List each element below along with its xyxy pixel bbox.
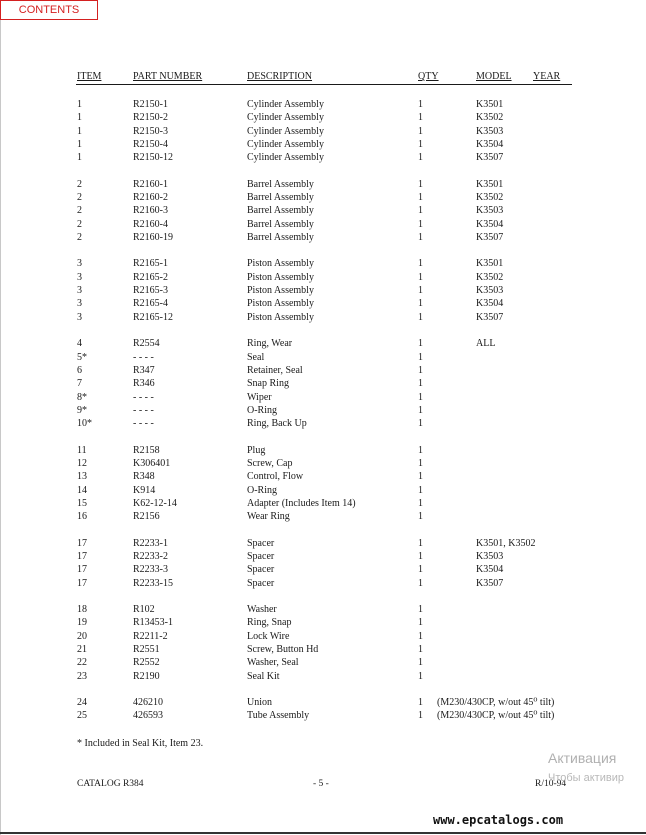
row-qty: 1 bbox=[418, 457, 423, 469]
row-model: K3501 bbox=[476, 178, 504, 190]
table-row bbox=[0, 457, 646, 470]
row-qty: 1 bbox=[418, 577, 423, 589]
table-row bbox=[0, 297, 646, 310]
table-row bbox=[0, 563, 646, 576]
row-part-number: R2554 bbox=[133, 338, 160, 350]
row-qty: 1 bbox=[418, 497, 423, 509]
row-part-number: R102 bbox=[133, 604, 155, 615]
row-model: K3507 bbox=[476, 152, 504, 164]
row-qty: 1 bbox=[418, 139, 423, 151]
row-part-number: - - - - bbox=[133, 418, 154, 430]
row-part-number: 426593 bbox=[133, 710, 163, 722]
table-row bbox=[0, 138, 646, 151]
row-item: 13 bbox=[77, 471, 87, 483]
row-qty: 1 bbox=[418, 604, 423, 615]
row-item: 21 bbox=[77, 644, 87, 656]
row-qty: 1 bbox=[418, 258, 423, 270]
contents-button[interactable]: CONTENTS bbox=[0, 0, 98, 20]
row-item: 2 bbox=[77, 218, 82, 230]
table-row bbox=[0, 351, 646, 364]
row-qty: 1 bbox=[418, 404, 423, 416]
table-row bbox=[0, 616, 646, 629]
row-model: K3501, K3502 bbox=[476, 537, 536, 549]
row-item: 23 bbox=[77, 670, 87, 682]
row-description: Screw, Cap bbox=[247, 457, 293, 469]
row-description: Snap Ring bbox=[247, 378, 289, 390]
row-qty: 1 bbox=[418, 484, 423, 496]
table-row bbox=[0, 377, 646, 390]
row-qty: 1 bbox=[418, 391, 423, 403]
row-model: K3507 bbox=[476, 311, 504, 323]
row-item: 7 bbox=[77, 378, 82, 390]
footer-date: R/10-94 bbox=[535, 779, 567, 789]
header-part-number: PART NUMBER bbox=[133, 71, 203, 82]
row-description: Piston Assembly bbox=[247, 298, 314, 310]
row-item: 16 bbox=[77, 511, 87, 523]
table-row bbox=[0, 271, 646, 284]
row-part-number: R2551 bbox=[133, 644, 160, 656]
activation-watermark-text: Чтобы активир bbox=[548, 772, 624, 784]
row-qty: 1 bbox=[418, 630, 423, 642]
row-description: Piston Assembly bbox=[247, 285, 314, 297]
row-item: 3 bbox=[77, 285, 82, 297]
row-item: 3 bbox=[77, 258, 82, 270]
row-description: Cylinder Assembly bbox=[247, 152, 324, 164]
table-row bbox=[0, 218, 646, 231]
header-rule bbox=[76, 84, 572, 85]
row-item: 3 bbox=[77, 298, 82, 310]
row-item: 17 bbox=[77, 537, 87, 549]
row-qty: 1 bbox=[418, 564, 423, 576]
row-item: 15 bbox=[77, 497, 87, 509]
row-part-number: K62-12-14 bbox=[133, 497, 177, 509]
table-row bbox=[0, 417, 646, 430]
row-description: Wiper bbox=[247, 391, 272, 403]
row-part-number: R2150-2 bbox=[133, 112, 168, 124]
row-description: Barrel Assembly bbox=[247, 205, 314, 217]
row-model: K3507 bbox=[476, 577, 504, 589]
table-row bbox=[0, 284, 646, 297]
row-model: K3504 bbox=[476, 218, 504, 230]
row-part-number: R2165-2 bbox=[133, 271, 168, 283]
row-qty: 1 bbox=[418, 112, 423, 124]
row-item: 19 bbox=[77, 617, 87, 629]
row-description: Piston Assembly bbox=[247, 271, 314, 283]
row-description: Ring, Snap bbox=[247, 617, 292, 629]
row-part-number: R2160-2 bbox=[133, 192, 168, 204]
row-qty: 1 bbox=[418, 670, 423, 682]
row-qty: 1 bbox=[418, 205, 423, 217]
activation-watermark-title: Активация bbox=[548, 750, 617, 766]
row-qty: 1 bbox=[418, 697, 423, 709]
row-description: Ring, Wear bbox=[247, 338, 293, 350]
table-row bbox=[0, 577, 646, 590]
row-qty: 1 bbox=[418, 418, 423, 430]
site-url: www.epcatalogs.com bbox=[433, 813, 564, 827]
table-row bbox=[0, 550, 646, 563]
row-description: Ring, Back Up bbox=[247, 418, 307, 430]
row-part-number: R13453-1 bbox=[133, 617, 173, 629]
row-item: 1 bbox=[77, 99, 82, 110]
row-model: K3501 bbox=[476, 99, 504, 110]
table-row bbox=[0, 311, 646, 324]
row-qty: 1 bbox=[418, 152, 423, 164]
row-part-number: R2160-19 bbox=[133, 232, 173, 244]
row-model: K3504 bbox=[476, 139, 504, 151]
row-part-number: R347 bbox=[133, 364, 155, 376]
row-description: Cylinder Assembly bbox=[247, 125, 324, 137]
table-row bbox=[0, 630, 646, 643]
row-part-number: R2150-12 bbox=[133, 152, 173, 164]
bottom-rule bbox=[0, 832, 646, 834]
row-description: Spacer bbox=[247, 537, 275, 549]
row-part-number: 426210 bbox=[133, 697, 163, 709]
row-part-number: R2160-4 bbox=[133, 218, 168, 230]
row-description: Piston Assembly bbox=[247, 311, 314, 323]
table-row bbox=[0, 151, 646, 164]
table-row bbox=[0, 444, 646, 457]
row-model: K3502 bbox=[476, 112, 504, 124]
row-description: Washer bbox=[247, 604, 277, 615]
table-header bbox=[0, 71, 646, 85]
row-part-number: - - - - bbox=[133, 351, 154, 363]
table-row bbox=[0, 670, 646, 683]
header-year: YEAR bbox=[533, 71, 561, 82]
row-description: Barrel Assembly bbox=[247, 178, 314, 190]
footnote: * Included in Seal Kit, Item 23. bbox=[77, 738, 204, 749]
row-item: 2 bbox=[77, 178, 82, 190]
row-qty: 1 bbox=[418, 285, 423, 297]
row-description: Seal Kit bbox=[247, 670, 280, 682]
row-qty: 1 bbox=[418, 298, 423, 310]
header-qty: QTY bbox=[418, 71, 439, 82]
row-part-number: R2233-2 bbox=[133, 550, 168, 562]
row-part-number: R2165-1 bbox=[133, 258, 168, 270]
row-part-number: R2158 bbox=[133, 444, 160, 456]
header-item: ITEM bbox=[77, 71, 102, 82]
table-row bbox=[0, 404, 646, 417]
row-model: ALL bbox=[476, 338, 496, 350]
row-description: Control, Flow bbox=[247, 471, 304, 483]
row-item: 14 bbox=[77, 484, 87, 496]
row-part-number: - - - - bbox=[133, 391, 154, 403]
row-description: Barrel Assembly bbox=[247, 192, 314, 204]
row-description: Seal bbox=[247, 351, 265, 363]
row-item: 17 bbox=[77, 577, 87, 589]
row-item: 24 bbox=[77, 697, 87, 709]
table-row bbox=[0, 98, 646, 111]
row-description: Cylinder Assembly bbox=[247, 112, 324, 124]
row-description: Barrel Assembly bbox=[247, 218, 314, 230]
row-item: 2 bbox=[77, 192, 82, 204]
row-model: K3504 bbox=[476, 298, 504, 310]
row-item: 8* bbox=[77, 391, 87, 403]
table-row bbox=[0, 470, 646, 483]
row-part-number: R2190 bbox=[133, 670, 160, 682]
row-description: Spacer bbox=[247, 577, 275, 589]
row-qty: 1 bbox=[418, 710, 423, 722]
row-model: K3504 bbox=[476, 564, 504, 576]
row-qty: 1 bbox=[418, 364, 423, 376]
row-part-number: R2150-3 bbox=[133, 125, 168, 137]
row-item: 10* bbox=[77, 418, 92, 430]
row-model: K3503 bbox=[476, 285, 504, 297]
row-item: 5* bbox=[77, 351, 87, 363]
row-qty: 1 bbox=[418, 644, 423, 656]
table-row bbox=[0, 656, 646, 669]
row-model: K3502 bbox=[476, 192, 504, 204]
row-part-number: R2233-3 bbox=[133, 564, 168, 576]
row-description: Lock Wire bbox=[247, 630, 290, 642]
row-qty: 1 bbox=[418, 471, 423, 483]
row-part-number: - - - - bbox=[133, 404, 154, 416]
row-description: Cylinder Assembly bbox=[247, 99, 324, 110]
row-part-number: K914 bbox=[133, 484, 156, 496]
table-row bbox=[0, 696, 646, 709]
row-qty: 1 bbox=[418, 218, 423, 230]
row-item: 6 bbox=[77, 364, 82, 376]
row-item: 1 bbox=[77, 152, 82, 164]
row-qty: 1 bbox=[418, 338, 423, 350]
row-model: (M230/430CP, w/out 45⁰ tilt) bbox=[437, 697, 555, 709]
footer-catalog: CATALOG R384 bbox=[77, 779, 144, 789]
table-row bbox=[0, 111, 646, 124]
row-qty: 1 bbox=[418, 192, 423, 204]
table-row bbox=[0, 537, 646, 550]
row-qty: 1 bbox=[418, 125, 423, 137]
row-item: 1 bbox=[77, 112, 82, 124]
row-part-number: R2165-3 bbox=[133, 285, 168, 297]
row-part-number: R2165-12 bbox=[133, 311, 173, 323]
row-description: Piston Assembly bbox=[247, 258, 314, 270]
parts-table bbox=[0, 98, 646, 723]
row-description: Cylinder Assembly bbox=[247, 139, 324, 151]
row-description: Retainer, Seal bbox=[247, 364, 303, 376]
row-item: 22 bbox=[77, 657, 87, 669]
table-row bbox=[0, 364, 646, 377]
row-qty: 1 bbox=[418, 550, 423, 562]
row-item: 17 bbox=[77, 550, 87, 562]
header-description: DESCRIPTION bbox=[247, 71, 313, 82]
row-description: Screw, Button Hd bbox=[247, 644, 319, 656]
table-row bbox=[0, 510, 646, 523]
row-qty: 1 bbox=[418, 378, 423, 390]
row-qty: 1 bbox=[418, 232, 423, 244]
table-row bbox=[0, 497, 646, 510]
row-model: K3503 bbox=[476, 550, 504, 562]
header-model: MODEL bbox=[476, 71, 512, 82]
row-part-number: R348 bbox=[133, 471, 155, 483]
row-description: Wear Ring bbox=[247, 511, 290, 523]
row-part-number: R2150-4 bbox=[133, 139, 168, 151]
table-row bbox=[0, 337, 646, 350]
row-description: Plug bbox=[247, 444, 266, 456]
row-qty: 1 bbox=[418, 178, 423, 190]
table-row bbox=[0, 257, 646, 270]
table-row bbox=[0, 125, 646, 138]
row-item: 17 bbox=[77, 564, 87, 576]
row-description: Union bbox=[247, 697, 272, 709]
row-item: 2 bbox=[77, 205, 82, 217]
row-description: Tube Assembly bbox=[247, 710, 310, 722]
row-part-number: R2156 bbox=[133, 511, 160, 523]
row-item: 11 bbox=[77, 444, 87, 456]
row-qty: 1 bbox=[418, 511, 423, 523]
row-qty: 1 bbox=[418, 617, 423, 629]
row-part-number: R2165-4 bbox=[133, 298, 168, 310]
row-qty: 1 bbox=[418, 311, 423, 323]
row-item: 12 bbox=[77, 457, 87, 469]
row-description: Washer, Seal bbox=[247, 657, 299, 669]
row-model: K3507 bbox=[476, 232, 504, 244]
row-item: 20 bbox=[77, 630, 87, 642]
row-model: K3503 bbox=[476, 125, 504, 137]
row-description: O-Ring bbox=[247, 484, 277, 496]
row-item: 3 bbox=[77, 271, 82, 283]
row-item: 9* bbox=[77, 404, 87, 416]
row-part-number: R2211-2 bbox=[133, 630, 168, 642]
row-description: Barrel Assembly bbox=[247, 232, 314, 244]
row-description: Spacer bbox=[247, 564, 275, 576]
table-row bbox=[0, 484, 646, 497]
row-part-number: R2233-15 bbox=[133, 577, 173, 589]
row-qty: 1 bbox=[418, 657, 423, 669]
row-model: K3502 bbox=[476, 271, 504, 283]
table-row bbox=[0, 391, 646, 404]
row-item: 3 bbox=[77, 311, 82, 323]
row-part-number: R346 bbox=[133, 378, 155, 390]
table-row bbox=[0, 178, 646, 191]
row-model: (M230/430CP, w/out 45⁰ tilt) bbox=[437, 710, 555, 722]
table-row bbox=[0, 643, 646, 656]
row-qty: 1 bbox=[418, 351, 423, 363]
row-item: 25 bbox=[77, 710, 87, 722]
row-item: 1 bbox=[77, 125, 82, 137]
row-description: Spacer bbox=[247, 550, 275, 562]
table-row bbox=[0, 603, 646, 616]
row-item: 18 bbox=[77, 604, 87, 615]
table-row bbox=[0, 709, 646, 722]
row-description: O-Ring bbox=[247, 404, 277, 416]
row-qty: 1 bbox=[418, 271, 423, 283]
table-row bbox=[0, 191, 646, 204]
row-item: 4 bbox=[77, 338, 82, 350]
row-part-number: R2552 bbox=[133, 657, 160, 669]
row-qty: 1 bbox=[418, 537, 423, 549]
row-item: 1 bbox=[77, 139, 82, 151]
footer-page-number: - 5 - bbox=[313, 779, 329, 789]
row-part-number: R2160-3 bbox=[133, 205, 168, 217]
row-item: 2 bbox=[77, 232, 82, 244]
row-qty: 1 bbox=[418, 99, 423, 110]
row-part-number: R2150-1 bbox=[133, 99, 168, 110]
table-row bbox=[0, 231, 646, 244]
row-description: Adapter (Includes Item 14) bbox=[247, 497, 356, 509]
row-part-number: K306401 bbox=[133, 457, 171, 469]
row-part-number: R2160-1 bbox=[133, 178, 168, 190]
row-qty: 1 bbox=[418, 444, 423, 456]
table-row bbox=[0, 204, 646, 217]
row-model: K3501 bbox=[476, 258, 504, 270]
row-model: K3503 bbox=[476, 205, 504, 217]
row-part-number: R2233-1 bbox=[133, 537, 168, 549]
